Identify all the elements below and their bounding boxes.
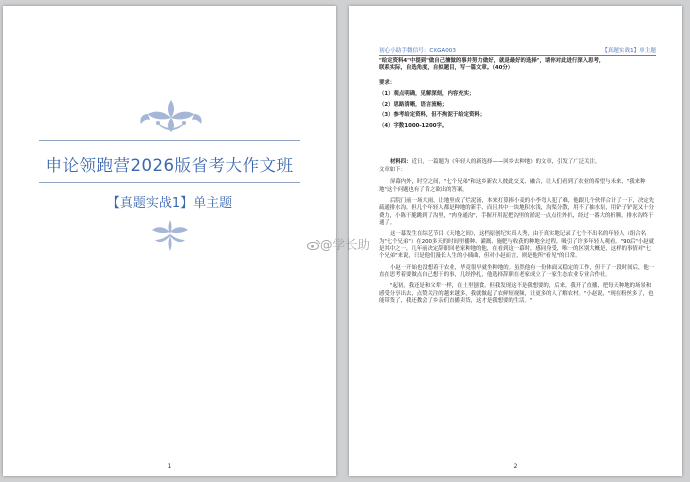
watermark-text: @学长助: [320, 237, 371, 252]
page-number: 1: [167, 463, 172, 470]
document-subtitle: 【真题实战1】单主题: [106, 196, 233, 211]
material-label: 材料四：: [390, 159, 412, 165]
material-paragraph: 屏幕内外，时空之间，"七个兄弟"和这乡新农人彼此交叉、融合，让人们看到了农业的希望与未来，"我来种地"这个问题也有了肯之欲出的答案。: [379, 179, 646, 193]
page-1: [3, 6, 336, 476]
divider-middle: [39, 182, 300, 183]
document-title: 申论领跑营2026版省考大作文班: [45, 156, 294, 175]
material-body: [379, 159, 656, 309]
requirement-item: （3）参考给定资料，但不拘泥于给定资料；: [379, 112, 486, 119]
material-paragraph: "起初，我还是和父辈一样，在土里刨食，但我发现这不是我想要的，后来，我开了直播，把每天种地的场景和感受分享出去，点赞关注的越来越多，我就做起了农鲜短视频，让更多的人了解农村。"小赵说，"现在粉丝多了，也能带货了，我还教会了乡亲们直播卖货，这才是我想要的生活。": [379, 283, 654, 304]
page-header: [379, 46, 656, 56]
material-intro: [379, 159, 656, 166]
material-paragraph: 小赵一开始也没想着干农业，毕竟很早就坐种地的。虽然他有一份体面又稳定的工作，但干了一段时间后，他一直在思考着要做点自己想干的事，几经挣扎，他选择辞职在老家成立了一家生态农业专业合作社。: [379, 264, 655, 278]
question-prompt: [379, 58, 656, 72]
header-wechat-id: 初心小助手微信号：CXGA003: [379, 48, 456, 54]
floral-ornament-bottom: [149, 218, 191, 252]
requirement-item: （2）思路清晰，语言流畅；: [379, 101, 448, 108]
watermark: [307, 235, 370, 253]
requirements: [379, 80, 656, 134]
divider-top: [39, 140, 300, 141]
header-section-title: 【真题实战1】单主题: [602, 48, 656, 54]
requirements-label: 要求：: [379, 80, 396, 86]
question-line-1: "给定资料4"中提到"做自己擅做的事并努力做好，就是最好的选择"，请你对此进行深入思考，: [379, 58, 605, 64]
material-intro-line-2: 文章如下：: [379, 167, 406, 174]
material-paragraph: 后院门前一场大雨，让地里成了烂泥汤，本来打算捧小麦的小李弯人犯了难，他跟几个伙伴合计了一下，决定先疏通排水沟。但几个年轻人都是种地的新手，而且其中一块地积水浅，沟渠分散，用不了抽水泵，用铲子铲泥又十分费力，小陈干脆跳到了沟里，"肉身通沟"，手握开用泥把沟里的淤泥一点点往外扒，经过一番大的折腾，排水沟终于通了。: [379, 198, 655, 226]
requirement-item: （1）观点明确，见解深刻，内容充实；: [379, 90, 475, 97]
material-intro-text: 近日，一篇题为《年轻人的新选择——回乡去种地》的文章，引发了广泛关注。: [411, 159, 601, 165]
question-line-2: 联系实际，自选角度，自拟题目，写一篇文章。（40分）: [379, 65, 514, 72]
page-number: 2: [513, 463, 518, 470]
weibo-icon: [307, 239, 320, 250]
material-paragraph: 这一幕发生在综艺节目《天地之间》，这档原创纪实真人秀，由于真实地记录了七个不出名的年轻人（组合名为"七个兄弟"）在200多天的时间里播种、灌溉、施肥与收获的种地全过程，吸引了许多年轻人观看。"90后"小赵就是其中之一，几年前决定辞职回老家种地的他，在看到这一幕时，感同身受，唯一的区别大概是，这样的事情对"七个兄弟"来说，只是他们漫长人生的小插曲，但对小赵而言，则是他所"看见"的日常。: [379, 231, 655, 260]
requirement-item: （4）字数1000-1200字。: [379, 123, 448, 130]
floral-ornament-top: [138, 98, 204, 134]
page-2: [349, 6, 682, 476]
